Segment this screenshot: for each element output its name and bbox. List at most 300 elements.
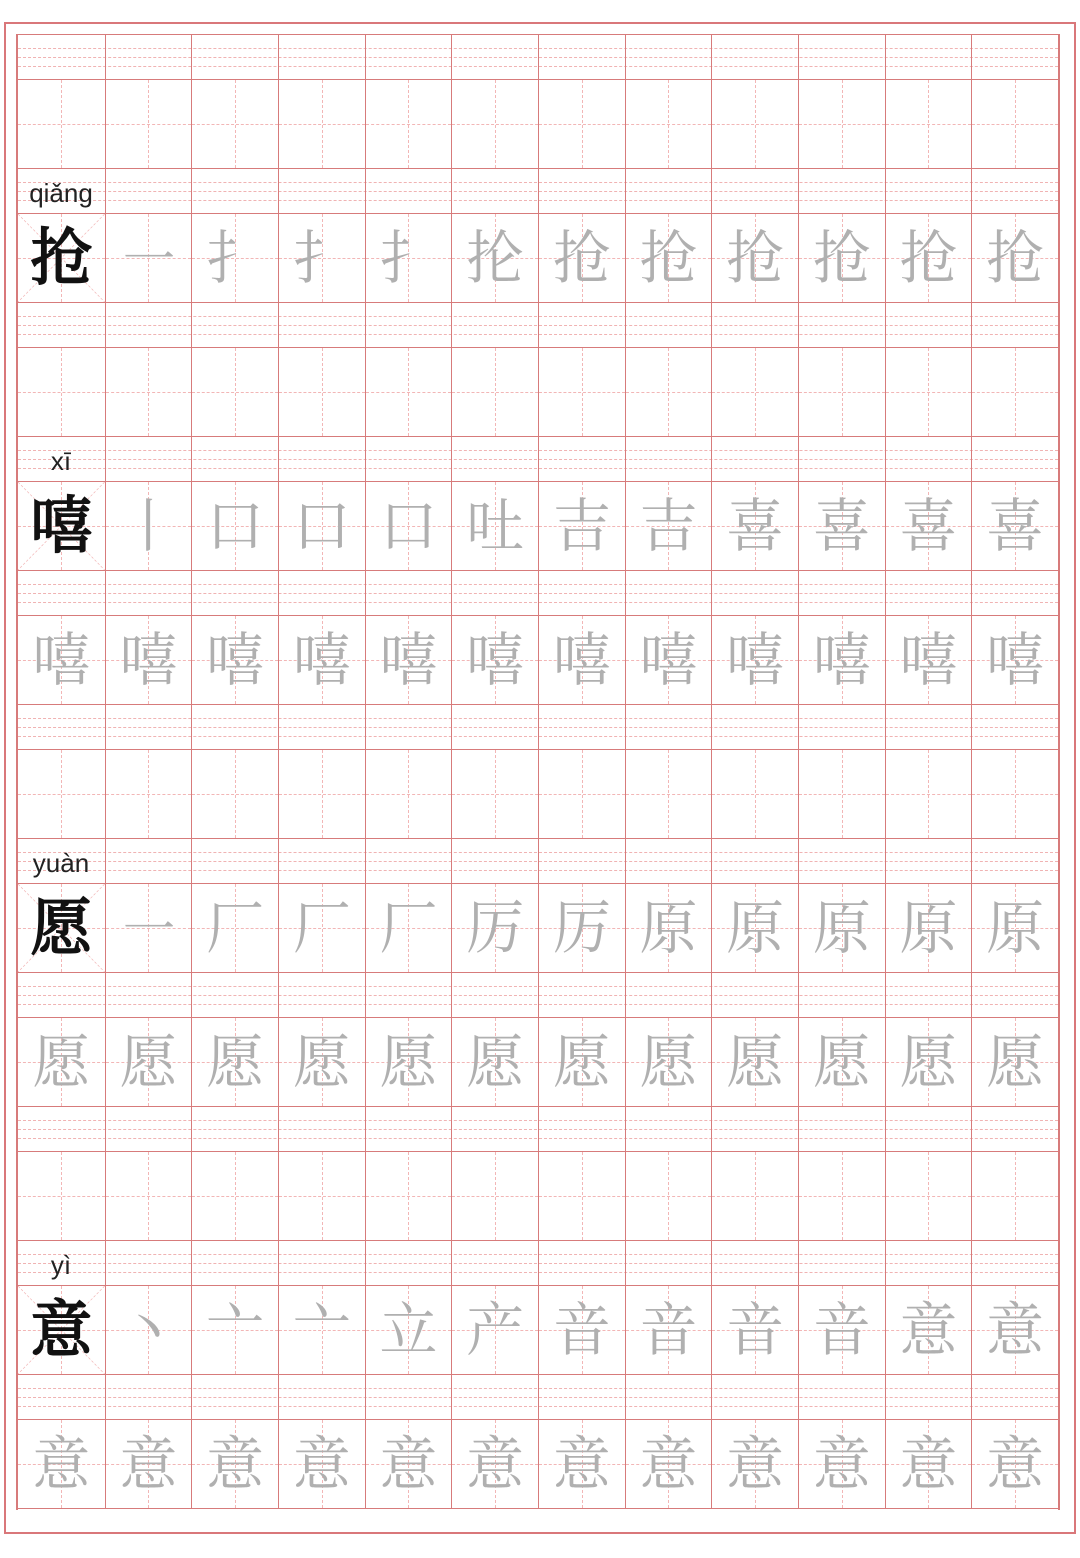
cell-vertical-guide: [235, 750, 236, 838]
practice-cell: [711, 616, 798, 704]
trace-character: 亠: [206, 1296, 265, 1364]
practice-cell: [885, 1152, 972, 1240]
practice-cell: [191, 214, 278, 302]
column-divider: [798, 1107, 799, 1151]
practice-cell: [451, 80, 538, 168]
pinyin-row: [18, 570, 1058, 615]
practice-cell: [365, 482, 452, 570]
cell-vertical-guide: [235, 80, 236, 168]
practice-cell: [711, 348, 798, 436]
trace-character: 嘻: [206, 626, 265, 694]
column-divider: [451, 705, 452, 749]
practice-cell: [798, 1018, 885, 1106]
column-divider: [625, 35, 626, 79]
column-divider: [711, 973, 712, 1017]
column-divider: [191, 437, 192, 481]
practice-cell: [711, 750, 798, 838]
trace-character: 喜: [986, 492, 1045, 560]
pinyin-label: yuàn: [32, 848, 90, 878]
column-divider: [538, 1241, 539, 1285]
practice-cell: [538, 884, 625, 972]
trace-character: 嘻: [379, 626, 438, 694]
column-divider: [625, 1241, 626, 1285]
column-divider: [711, 437, 712, 481]
trace-character: 抢: [986, 224, 1045, 292]
trace-character: 吐: [466, 492, 525, 560]
pinyin-row: [18, 436, 1058, 481]
trace-character: 音: [639, 1296, 698, 1364]
practice-cell: [798, 616, 885, 704]
column-divider: [885, 437, 886, 481]
column-divider: [711, 705, 712, 749]
column-divider: [971, 303, 972, 347]
column-divider: [885, 839, 886, 883]
character-row: [18, 1285, 1058, 1374]
pinyin-row: [18, 34, 1058, 79]
practice-cell: [365, 1420, 452, 1508]
trace-character: 嘻: [119, 626, 178, 694]
column-divider: [798, 169, 799, 213]
cell-vertical-guide: [148, 750, 149, 838]
cell-vertical-guide: [322, 750, 323, 838]
practice-cell: [625, 482, 712, 570]
practice-cell: [191, 1018, 278, 1106]
pinyin-label: qiǎng: [29, 178, 93, 208]
trace-character: 愿: [32, 1028, 91, 1096]
cell-vertical-guide: [148, 1152, 149, 1240]
trace-character: 意: [986, 1430, 1045, 1498]
column-divider: [538, 839, 539, 883]
column-divider: [798, 1241, 799, 1285]
column-divider: [278, 571, 279, 615]
cell-vertical-guide: [668, 1152, 669, 1240]
model-character: 嘻: [30, 489, 93, 562]
column-divider: [798, 839, 799, 883]
practice-cell: [625, 1420, 712, 1508]
trace-character: 嘻: [552, 626, 611, 694]
column-divider: [278, 705, 279, 749]
trace-character: 意: [379, 1430, 438, 1498]
practice-cell: [798, 482, 885, 570]
column-divider: [798, 35, 799, 79]
practice-cell: [798, 1420, 885, 1508]
column-divider: [538, 973, 539, 1017]
practice-cell: [278, 750, 365, 838]
column-divider: [798, 571, 799, 615]
practice-cell: [885, 884, 972, 972]
column-divider: [798, 973, 799, 1017]
cell-vertical-guide: [842, 80, 843, 168]
practice-cell: [278, 884, 365, 972]
column-divider: [971, 705, 972, 749]
column-divider: [538, 169, 539, 213]
trace-character: 意: [119, 1430, 178, 1498]
trace-character: 意: [899, 1296, 958, 1364]
trace-character: 意: [206, 1430, 265, 1498]
practice-cell: [278, 482, 365, 570]
practice-cell: [105, 1420, 192, 1508]
column-divider: [625, 839, 626, 883]
pinyin-row: [18, 704, 1058, 749]
trace-character: 愿: [639, 1028, 698, 1096]
column-divider: [191, 973, 192, 1017]
column-divider: [538, 1107, 539, 1151]
trace-character: 愿: [986, 1028, 1045, 1096]
cell-vertical-guide: [1015, 348, 1016, 436]
character-row: [18, 347, 1058, 436]
model-character-cell: [18, 1286, 105, 1374]
trace-character: 抢: [812, 224, 871, 292]
column-divider: [971, 571, 972, 615]
column-divider: [711, 1107, 712, 1151]
pinyin-row: [18, 1106, 1058, 1151]
column-divider: [538, 35, 539, 79]
column-divider: [538, 437, 539, 481]
trace-character: 音: [812, 1296, 871, 1364]
pinyin-label: xī: [50, 446, 72, 476]
trace-character: 愿: [206, 1028, 265, 1096]
trace-character: 嘻: [32, 626, 91, 694]
practice-cell: [538, 750, 625, 838]
trace-character: 意: [726, 1430, 785, 1498]
practice-cell: [625, 348, 712, 436]
trace-character: ㇐: [119, 224, 178, 292]
cell-vertical-guide: [755, 80, 756, 168]
column-divider: [191, 303, 192, 347]
column-divider: [278, 973, 279, 1017]
column-divider: [191, 839, 192, 883]
practice-cell: [538, 348, 625, 436]
cell-vertical-guide: [842, 1152, 843, 1240]
column-divider: [105, 35, 106, 79]
character-row: [18, 1151, 1058, 1240]
column-divider: [365, 839, 366, 883]
column-divider: [365, 169, 366, 213]
practice-cell: [885, 750, 972, 838]
column-divider: [971, 973, 972, 1017]
practice-cell: [105, 214, 192, 302]
cell-vertical-guide: [61, 348, 62, 436]
column-divider: [278, 1107, 279, 1151]
trace-character: 厂: [292, 894, 351, 962]
column-divider: [625, 705, 626, 749]
grid-bottom-line: [18, 1508, 1058, 1509]
trace-character: 吉: [552, 492, 611, 560]
practice-cell: [278, 1152, 365, 1240]
character-row: [18, 79, 1058, 168]
practice-cell: [18, 1152, 105, 1240]
column-divider: [105, 1241, 106, 1285]
column-divider: [625, 973, 626, 1017]
pinyin-label: yì: [50, 1250, 72, 1280]
practice-cell: [18, 1018, 105, 1106]
practice-cell: [278, 616, 365, 704]
practice-cell: [538, 80, 625, 168]
column-divider: [278, 1375, 279, 1419]
practice-cell: [278, 1420, 365, 1508]
trace-character: 愿: [812, 1028, 871, 1096]
practice-cell: [885, 348, 972, 436]
column-divider: [885, 303, 886, 347]
cell-vertical-guide: [235, 1152, 236, 1240]
practice-cell: [18, 616, 105, 704]
practice-cell: [365, 616, 452, 704]
column-divider: [885, 973, 886, 1017]
column-divider: [711, 1375, 712, 1419]
practice-cell: [798, 1152, 885, 1240]
column-divider: [885, 1375, 886, 1419]
trace-character: 愿: [899, 1028, 958, 1096]
cell-vertical-guide: [495, 80, 496, 168]
practice-cell: [625, 1018, 712, 1106]
cell-vertical-guide: [928, 348, 929, 436]
practice-cell: [365, 214, 452, 302]
practice-cell: [798, 214, 885, 302]
column-divider: [451, 437, 452, 481]
column-divider: [105, 973, 106, 1017]
column-divider: [711, 303, 712, 347]
column-divider: [278, 169, 279, 213]
trace-character: 厉: [466, 894, 525, 962]
trace-character: 厉: [552, 894, 611, 962]
cell-vertical-guide: [842, 750, 843, 838]
practice-cell: [105, 884, 192, 972]
cell-vertical-guide: [322, 1152, 323, 1240]
column-divider: [538, 705, 539, 749]
column-divider: [798, 705, 799, 749]
practice-cell: [538, 1018, 625, 1106]
character-row: [18, 615, 1058, 704]
practice-cell: [451, 1018, 538, 1106]
practice-cell: [971, 750, 1058, 838]
trace-character: 原: [812, 894, 871, 962]
trace-character: 喜: [812, 492, 871, 560]
cell-vertical-guide: [1015, 80, 1016, 168]
cell-vertical-guide: [148, 80, 149, 168]
trace-character: 意: [292, 1430, 351, 1498]
trace-character: 扌: [206, 224, 265, 292]
practice-cell: [538, 1152, 625, 1240]
column-divider: [711, 571, 712, 615]
practice-cell: [971, 1152, 1058, 1240]
model-character-cell: [18, 214, 105, 302]
cell-vertical-guide: [408, 750, 409, 838]
practice-cell: [191, 348, 278, 436]
trace-character: 意: [899, 1430, 958, 1498]
trace-character: 愿: [726, 1028, 785, 1096]
column-divider: [885, 571, 886, 615]
practice-cell: [885, 80, 972, 168]
practice-cell: [191, 482, 278, 570]
character-row: [18, 213, 1058, 302]
pinyin-row: [18, 168, 1058, 213]
column-divider: [365, 303, 366, 347]
column-divider: [711, 839, 712, 883]
practice-cell: [971, 214, 1058, 302]
practice-cell: [451, 750, 538, 838]
practice-cell: [278, 80, 365, 168]
trace-character: 嘻: [986, 626, 1045, 694]
practice-cell: [885, 214, 972, 302]
column-divider: [191, 1241, 192, 1285]
column-divider: [885, 35, 886, 79]
practice-cell: [365, 1286, 452, 1374]
cell-vertical-guide: [582, 1152, 583, 1240]
cell-vertical-guide: [668, 80, 669, 168]
cell-vertical-guide: [928, 1152, 929, 1240]
practice-cell: [365, 884, 452, 972]
trace-character: 抢: [726, 224, 785, 292]
character-row: [18, 1419, 1058, 1508]
practice-cell: [18, 80, 105, 168]
cell-vertical-guide: [582, 348, 583, 436]
model-character-cell: [18, 482, 105, 570]
pinyin-row: [18, 1374, 1058, 1419]
practice-cell: [365, 1152, 452, 1240]
trace-character: ㇐: [119, 894, 178, 962]
practice-cell: [798, 1286, 885, 1374]
practice-cell: [18, 1420, 105, 1508]
cell-vertical-guide: [495, 1152, 496, 1240]
column-divider: [451, 1375, 452, 1419]
column-divider: [451, 839, 452, 883]
trace-character: 意: [639, 1430, 698, 1498]
trace-character: 抢: [639, 224, 698, 292]
trace-character: 丶: [119, 1296, 178, 1364]
column-divider: [625, 1107, 626, 1151]
practice-cell: [971, 616, 1058, 704]
trace-character: 愿: [119, 1028, 178, 1096]
character-row: [18, 1017, 1058, 1106]
trace-character: 抢: [552, 224, 611, 292]
practice-cell: [711, 1018, 798, 1106]
trace-character: 口: [379, 492, 438, 560]
practice-cell: [105, 1152, 192, 1240]
trace-character: 亠: [292, 1296, 351, 1364]
trace-character: 意: [466, 1430, 525, 1498]
column-divider: [798, 437, 799, 481]
column-divider: [971, 437, 972, 481]
column-divider: [451, 303, 452, 347]
cell-vertical-guide: [928, 80, 929, 168]
tianzige-grid: [16, 34, 1060, 1510]
column-divider: [451, 973, 452, 1017]
practice-cell: [105, 348, 192, 436]
practice-cell: [365, 1018, 452, 1106]
column-divider: [625, 303, 626, 347]
practice-cell: [365, 348, 452, 436]
practice-cell: [191, 80, 278, 168]
pinyin-row: [18, 838, 1058, 883]
cell-vertical-guide: [755, 348, 756, 436]
column-divider: [365, 35, 366, 79]
practice-cell: [625, 884, 712, 972]
practice-cell: [105, 80, 192, 168]
pinyin-row: [18, 302, 1058, 347]
practice-cell: [278, 1018, 365, 1106]
trace-character: 嘻: [639, 626, 698, 694]
practice-cell: [538, 616, 625, 704]
column-divider: [105, 839, 106, 883]
cell-vertical-guide: [668, 750, 669, 838]
trace-character: 丨: [119, 492, 178, 560]
practice-cell: [971, 1286, 1058, 1374]
column-divider: [191, 705, 192, 749]
column-divider: [885, 169, 886, 213]
column-divider: [538, 571, 539, 615]
practice-cell: [625, 750, 712, 838]
trace-character: 愿: [466, 1028, 525, 1096]
column-divider: [278, 35, 279, 79]
cell-vertical-guide: [61, 1152, 62, 1240]
cell-vertical-guide: [842, 348, 843, 436]
practice-cell: [971, 1420, 1058, 1508]
practice-cell: [191, 884, 278, 972]
column-divider: [105, 571, 106, 615]
column-divider: [105, 1107, 106, 1151]
practice-cell: [798, 750, 885, 838]
column-divider: [451, 1107, 452, 1151]
practice-cell: [18, 348, 105, 436]
practice-cell: [971, 884, 1058, 972]
column-divider: [971, 35, 972, 79]
practice-cell: [798, 348, 885, 436]
practice-cell: [278, 348, 365, 436]
practice-cell: [191, 1420, 278, 1508]
trace-character: 嘻: [466, 626, 525, 694]
practice-cell: [18, 750, 105, 838]
column-divider: [451, 1241, 452, 1285]
column-divider: [625, 571, 626, 615]
trace-character: 扌: [379, 224, 438, 292]
practice-cell: [711, 1420, 798, 1508]
cell-vertical-guide: [668, 348, 669, 436]
column-divider: [885, 1107, 886, 1151]
practice-cell: [538, 214, 625, 302]
practice-cell: [451, 214, 538, 302]
cell-vertical-guide: [1015, 1152, 1016, 1240]
column-divider: [971, 839, 972, 883]
trace-character: 原: [726, 894, 785, 962]
practice-cell: [885, 1420, 972, 1508]
practice-cell: [971, 482, 1058, 570]
cell-vertical-guide: [1015, 750, 1016, 838]
practice-cell: [191, 750, 278, 838]
trace-character: 厂: [206, 894, 265, 962]
column-divider: [885, 1241, 886, 1285]
trace-character: 嘻: [899, 626, 958, 694]
cell-vertical-guide: [755, 750, 756, 838]
column-divider: [625, 437, 626, 481]
practice-cell: [278, 214, 365, 302]
practice-cell: [365, 750, 452, 838]
practice-cell: [625, 616, 712, 704]
trace-character: 喜: [726, 492, 785, 560]
cell-vertical-guide: [928, 750, 929, 838]
trace-character: 厂: [379, 894, 438, 962]
trace-character: 意: [986, 1296, 1045, 1364]
column-divider: [711, 169, 712, 213]
column-divider: [538, 303, 539, 347]
cell-vertical-guide: [322, 348, 323, 436]
cell-vertical-guide: [495, 750, 496, 838]
model-character-cell: [18, 884, 105, 972]
trace-character: 嘻: [812, 626, 871, 694]
practice-cell: [711, 214, 798, 302]
column-divider: [798, 303, 799, 347]
column-divider: [365, 1241, 366, 1285]
column-divider: [451, 571, 452, 615]
